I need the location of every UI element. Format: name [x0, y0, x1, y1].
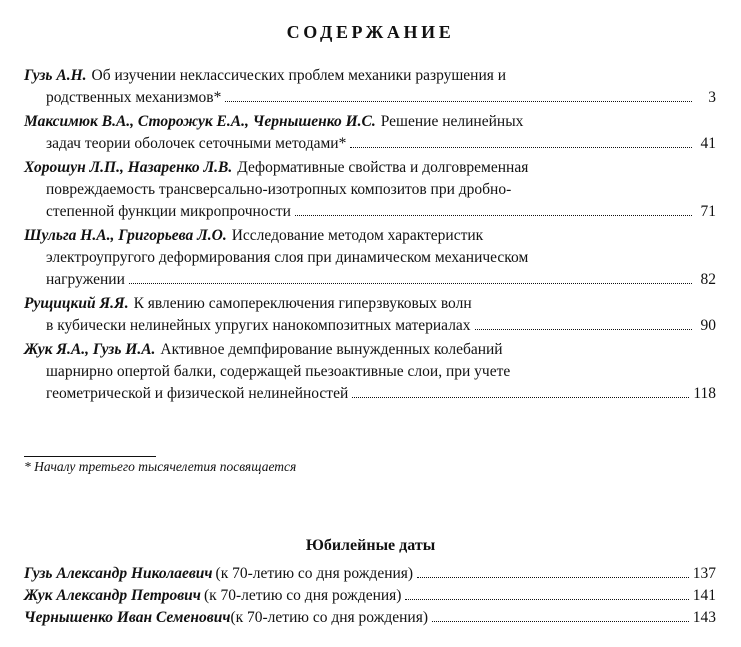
toc-entry[interactable]: [24, 111, 716, 155]
entry-title-line: в кубически нелинейных упругих нанокомпозитных материалах: [46, 317, 471, 334]
entry-title-line: степенной функции микропрочности: [46, 203, 291, 220]
person-name: Жук Александр Петрович: [24, 587, 201, 604]
dot-leader: [225, 101, 692, 102]
toc-entry[interactable]: [24, 339, 716, 405]
entry-title-line: Активное демпфирование вынужденных колебаний: [160, 341, 503, 358]
entry-page: 71: [700, 203, 716, 220]
entry-title-line: К явлению самопереключения гиперзвуковых волн: [133, 295, 472, 312]
occasion: (к 70-летию со дня рождения): [215, 565, 414, 582]
entry-page: 3: [708, 89, 716, 106]
entry-title-line: нагружении: [46, 271, 125, 288]
entry-authors: Гузь А.Н.: [24, 67, 87, 84]
entry-title-line: Об изучении неклассических проблем механики разрушения и: [91, 67, 507, 84]
entry-title-line: Решение нелинейных: [380, 113, 524, 130]
entry-page: 143: [692, 609, 716, 626]
entry-authors: Шульга Н.А., Григорьева Л.О.: [24, 227, 227, 244]
entry-title-line: шарнирно опертой балки, содержащей пьезоактивные слои, при учете: [46, 363, 511, 380]
anniversaries-heading: Юбилейные даты: [305, 537, 436, 554]
entry-page: 118: [693, 385, 716, 402]
dot-leader: [405, 599, 688, 600]
footnote: * Началу третьего тысячелетия посвящается: [24, 459, 297, 474]
footnote-divider: [24, 456, 156, 457]
entry-title-line: Исследование методом характеристик: [231, 227, 484, 244]
occasion: (к 70-летию со дня рождения): [230, 609, 428, 626]
entry-title-line: повреждаемость трансверсально-изотропных композитов при дробно-: [46, 181, 512, 198]
dot-leader: [295, 215, 692, 216]
dot-leader: [417, 577, 689, 578]
dot-leader: [350, 147, 692, 148]
toc-list: [24, 65, 716, 407]
anniversary-entry[interactable]: [24, 607, 716, 629]
occasion: (к 70-летию со дня рождения): [203, 587, 402, 604]
dot-leader: [129, 283, 692, 284]
dot-leader: [432, 621, 689, 622]
entry-page: 82: [700, 271, 716, 288]
toc-entry[interactable]: [24, 65, 716, 109]
entry-title-line: геометрической и физической нелинейностей: [46, 385, 349, 402]
dot-leader: [352, 397, 689, 398]
entry-page: 90: [700, 317, 716, 334]
toc-entry[interactable]: [24, 225, 716, 291]
anniversaries-list: [24, 563, 716, 629]
toc-entry[interactable]: [24, 293, 716, 337]
entry-page: 41: [700, 135, 716, 152]
entry-authors: Рущицкий Я.Я.: [24, 295, 129, 312]
toc-entry[interactable]: [24, 157, 716, 223]
entry-page: 137: [692, 565, 716, 582]
entry-page: 141: [692, 587, 716, 604]
entry-authors: Максимюк В.А., Сторожук Е.А., Чернышенко И.С.: [24, 113, 376, 130]
entry-authors: Хорошун Л.П., Назаренко Л.В.: [24, 159, 233, 176]
entry-title-line: Деформативные свойства и долговременная: [237, 159, 529, 176]
anniversary-entry[interactable]: [24, 563, 716, 585]
anniversary-entry[interactable]: [24, 585, 716, 607]
person-name: Гузь Александр Николаевич: [24, 565, 213, 582]
entry-title-line: электроупругого деформирования слоя при динамическом механическом: [46, 249, 529, 266]
page-title: СОДЕРЖАНИЕ: [286, 22, 455, 42]
person-name: Чернышенко Иван Семенович: [24, 609, 231, 626]
entry-authors: Жук Я.А., Гузь И.А.: [24, 341, 156, 358]
entry-title-line: родственных механизмов*: [46, 89, 222, 106]
dot-leader: [475, 329, 692, 330]
entry-title-line: задач теории оболочек сеточными методами*: [46, 135, 347, 152]
